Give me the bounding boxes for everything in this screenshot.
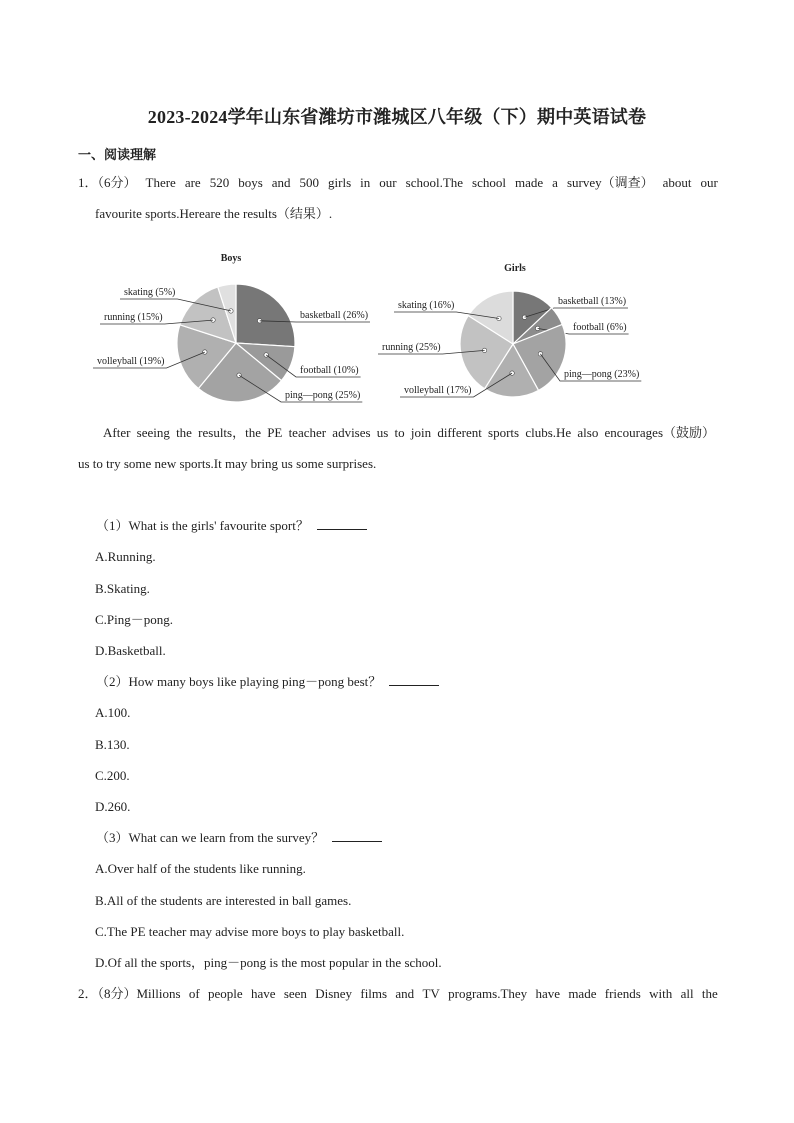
q2-paragraph-line1 <box>78 985 718 1003</box>
word: also <box>577 425 599 440</box>
slice-label-running: running (15%) <box>104 312 163 323</box>
slice-marker <box>237 373 241 377</box>
word: and <box>271 175 291 190</box>
option[interactable]: C.Ping－pong. <box>95 612 174 627</box>
word: join <box>410 425 432 440</box>
slice-label-ping-pong: ping—pong (25%) <box>285 390 361 401</box>
word: boys <box>238 175 263 190</box>
chart-title: Boys <box>220 253 242 264</box>
word: clubs.He <box>525 425 572 440</box>
word: encourages（鼓励） <box>604 425 715 440</box>
page-title: 2023-2024学年山东省潍坊市潍城区八年级（下）期中英语试卷 <box>147 107 647 127</box>
sub-question-2: （2）How many boys like playing ping－pong best？ <box>96 673 439 691</box>
option[interactable]: A.100. <box>95 705 131 720</box>
option[interactable]: A.Over half of the students like running. <box>95 861 306 876</box>
answer-blank[interactable] <box>317 517 367 530</box>
slice-label-running: running (25%) <box>382 342 441 353</box>
word: school.The <box>405 175 464 190</box>
word: films <box>360 986 388 1001</box>
slice-marker <box>522 315 526 319</box>
word: with <box>649 986 673 1001</box>
word: friends <box>604 986 641 1001</box>
word: are <box>184 175 201 190</box>
word: and <box>395 986 415 1001</box>
word: sports <box>488 425 520 440</box>
word: our <box>379 175 397 190</box>
slice-label-ping-pong: ping—pong (23%) <box>564 369 640 380</box>
word: have <box>535 986 561 1001</box>
word: the <box>701 986 718 1001</box>
q1-paragraph-line2: favourite sports.Hereare the results（结果）. <box>95 206 333 221</box>
word: programs.They <box>448 986 528 1001</box>
slice-label-volleyball: volleyball (19%) <box>97 356 165 367</box>
word: about <box>662 175 692 190</box>
word: seen <box>283 986 307 1001</box>
slice-label-basketball: basketball (13%) <box>558 296 627 307</box>
option[interactable]: C.200. <box>95 768 130 783</box>
sub-question-1: （1）What is the girls' favourite sport？ <box>96 517 367 535</box>
option[interactable]: B.All of the students are interested in ball games. <box>95 893 352 908</box>
option[interactable]: B.Skating. <box>95 581 150 596</box>
option[interactable]: A.Running. <box>95 549 156 564</box>
word: different <box>437 425 482 440</box>
slice-label-football: football (10%) <box>300 365 359 376</box>
after-paragraph-line1 <box>103 424 715 442</box>
word: After <box>103 425 131 440</box>
word: people <box>208 986 243 1001</box>
word: advises <box>332 425 371 440</box>
word: made <box>568 986 597 1001</box>
word: 500 <box>299 175 320 190</box>
word: TV <box>422 986 440 1001</box>
chart-title: Girls <box>504 263 526 274</box>
section-heading: 一、阅读理解 <box>78 147 157 162</box>
slice-marker <box>203 350 207 354</box>
word: survey（调查） <box>566 175 654 190</box>
word: to <box>394 425 405 440</box>
word: of <box>188 986 200 1001</box>
answer-blank[interactable] <box>332 829 382 842</box>
boys-pie-chart <box>93 253 370 402</box>
option[interactable]: C.The PE teacher may advise more boys to play basketball. <box>95 924 405 939</box>
slice-label-volleyball: volleyball (17%) <box>404 385 472 396</box>
slice-label-football: football (6%) <box>573 322 627 333</box>
word: all <box>680 986 694 1001</box>
word: us <box>376 425 389 440</box>
word: seeing <box>136 425 170 440</box>
word: results，the <box>198 425 261 440</box>
word: made <box>515 175 544 190</box>
option[interactable]: D.Of all the sports，ping－pong is the most popular in the school. <box>95 955 442 970</box>
pie-charts <box>0 240 794 420</box>
answer-blank[interactable] <box>389 673 439 686</box>
slice-label-skating: skating (16%) <box>398 300 455 311</box>
after-paragraph-line2: us to try some new sports.It may bring us some surprises. <box>78 456 377 471</box>
q1-number: 1．（6分） <box>78 175 137 190</box>
word: have <box>250 986 276 1001</box>
slice-label-skating: skating (5%) <box>124 287 176 298</box>
girls-pie-chart <box>378 263 641 397</box>
word: a <box>552 175 558 190</box>
word: 2．（8分）Millions <box>78 986 181 1001</box>
sub-question-3: （3）What can we learn from the survey？ <box>96 829 382 847</box>
word: PE <box>267 425 283 440</box>
option[interactable]: D.260. <box>95 799 131 814</box>
option[interactable]: D.Basketball. <box>95 643 166 658</box>
word: teacher <box>288 425 327 440</box>
word: the <box>176 425 192 440</box>
word: in <box>360 175 371 190</box>
slice-label-basketball: basketball (26%) <box>300 310 369 321</box>
word: Disney <box>315 986 353 1001</box>
word: our <box>700 175 718 190</box>
option[interactable]: B.130. <box>95 737 130 752</box>
q1-paragraph-line1 <box>78 174 718 192</box>
word: girls <box>328 175 352 190</box>
word: school <box>472 175 506 190</box>
word: 520 <box>209 175 230 190</box>
pie-slice-basketball <box>236 284 295 347</box>
word: There <box>145 175 176 190</box>
